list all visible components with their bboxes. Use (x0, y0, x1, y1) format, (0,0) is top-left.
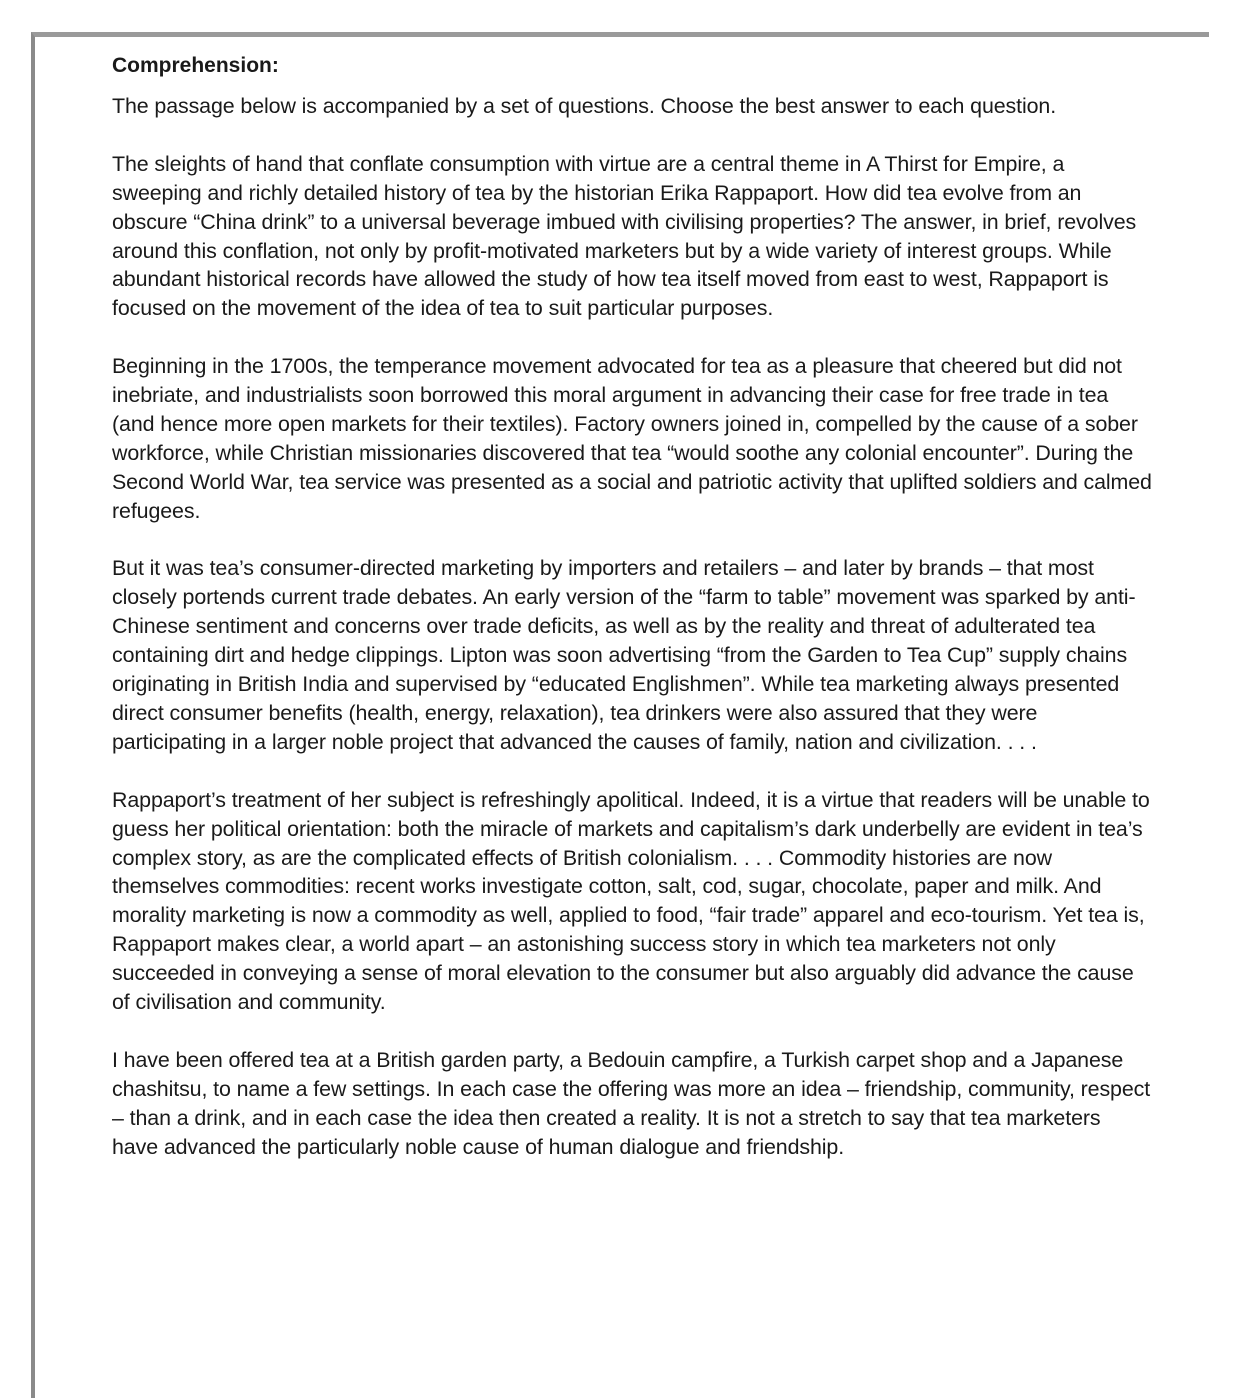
passage-paragraph-4: Rappaport’s treatment of her subject is refreshingly apolitical. Indeed, it is a virtue that readers will be unable to guess her political orientation: both the miracle of markets and capitalism’s dark underbelly are evident in tea’s complex story, as are the complicated effects of British colonialism. . . . Commodity histories are now themselves commodities: recent works investigate cotton, salt, cod, sugar, chocolate, paper and milk. And morality marketing is now a commodity as well, applied to food, “fair trade” apparel and eco-tourism. Yet tea is, Rappaport makes clear, a world apart – an astonishing success story in which tea marketers not only succeeded in conveying a sense of moral elevation to the consumer but also arguably did advance the cause of civilisation and community. (112, 787, 1150, 1015)
comprehension-passage (112, 52, 1152, 1161)
passage-paragraph-3: But it was tea’s consumer-directed marketing by importers and retailers – and later by brands – that most closely portends current trade debates. An early version of the “farm to table” movement was sparked by anti-Chinese sentiment and concerns over trade deficits, as well as by the reality and threat of adulterated tea containing dirt and hedge clippings. Lipton was soon advertising “from the Garden to Tea Cup” supply chains originating in British India and supervised by “educated Englishmen”. While tea marketing always presented direct consumer benefits (health, energy, relaxation), tea drinkers were also assured that they were participating in a larger noble project that advanced the causes of family, nation and civilization. . . . (112, 556, 1136, 754)
section-heading: Comprehension: (112, 54, 279, 77)
passage-paragraph-5: I have been offered tea at a British garden party, a Bedouin campfire, a Turkish carpet shop and a Japanese chashitsu, to name a few settings. In each case the offering was more an idea – friendship, community, respect – than a drink, and in each case the idea then created a reality. It is not a stretch to say that tea marketers have advanced the particularly noble cause of human dialogue and friendship. (112, 1047, 1151, 1159)
passage-paragraph-1: The sleights of hand that conflate consumption with virtue are a central theme in A Thirst for Empire, a sweeping and richly detailed history of tea by the historian Erika Rappaport. How did tea evolve from an obscure “China drink” to a universal beverage imbued with civilising properties? The answer, in brief, revolves around this conflation, not only by profit-motivated marketers but by a wide variety of interest groups. While abundant historical records have allowed the study of how tea itself moved from east to west, Rappaport is focused on the movement of the idea of tea to suit particular purposes. (112, 151, 1137, 321)
passage-paragraph-2: Beginning in the 1700s, the temperance movement advocated for tea as a pleasure that cheered but did not inebriate, and industrialists soon borrowed this moral argument in advancing their case for free trade in tea (and hence more open markets for their textiles). Factory owners joined in, compelled by the cause of a sober workforce, while Christian missionaries discovered that tea “would soothe any colonial encounter”. During the Second World War, tea service was presented as a social and patriotic activity that uplifted soldiers and calmed refugees. (112, 354, 1152, 523)
instructions-paragraph: The passage below is accompanied by a set of questions. Choose the best answer to each question. (112, 94, 1057, 118)
